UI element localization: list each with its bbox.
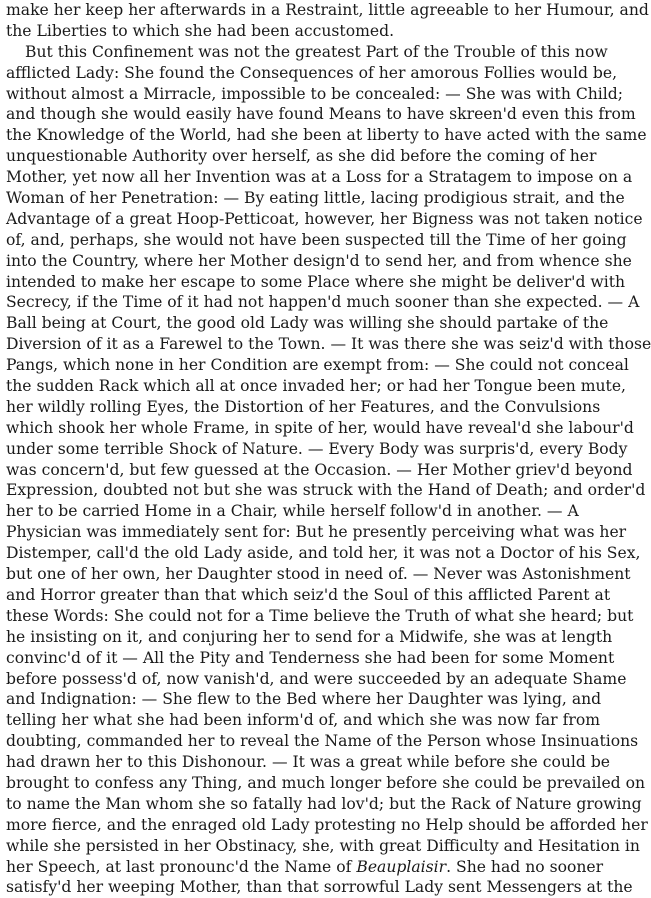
text-line: Pangs, which none in her Condition are exempt from: — She could not conceal [6, 356, 629, 375]
paragraph-1 [6, 0, 649, 42]
text-line: afflicted Lady: She found the Consequences of her amorous Follies would be, [6, 63, 618, 82]
text-line: unquestionable Authority over herself, as she did before the coming of her [6, 147, 597, 166]
text-line: which shook her whole Frame, in spite of her, would have reveal'd she labour'd [6, 418, 634, 437]
text-line: he insisting on it, and conjuring her to send for a Midwife, she was at length [6, 627, 613, 646]
paragraph-2 [6, 42, 651, 898]
text-line-with-name [6, 857, 604, 878]
text-line: convinc'd of it — All the Pity and Tenderness she had been for some Moment [6, 648, 615, 667]
text-line: satisfy'd her weeping Mother, than that sorrowful Lady sent Messengers at the [6, 878, 633, 897]
character-name: Beauplaisir [356, 857, 447, 876]
text-line: under some terrible Shock of Nature. — Every Body was surpris'd, every Body [6, 439, 628, 458]
text-line: the Liberties to which she had been accustomed. [6, 21, 395, 40]
text-line: had drawn her to this Dishonour. — It was a great while before she could be [6, 753, 611, 772]
document-page [6, 0, 651, 898]
text-line: of, and, perhaps, she would not have been suspected till the Time of her going [6, 230, 627, 249]
text-line: Advantage of a great Hoop-Petticoat, however, her Bigness was not taken notice [6, 209, 643, 228]
text-line: Woman of her Penetration: — By eating little, lacing prodigious strait, and the [6, 189, 625, 208]
text-line: these Words: She could not for a Time believe the Truth of what she heard; but [6, 606, 634, 625]
text-line: Secrecy, if the Time of it had not happen'd much sooner than she expected. — A [6, 293, 640, 312]
text-line: Ball being at Court, the good old Lady was willing she should partake of the [6, 314, 609, 333]
text-line: without almost a Mirracle, impossible to be concealed: — She was with Child; [6, 84, 624, 103]
text-line: telling her what she had been inform'd of, and which she was now far from [6, 711, 600, 730]
text-line: was concern'd, but few guessed at the Occasion. — Her Mother griev'd beyond [6, 460, 633, 479]
text-fragment: . She had no sooner [446, 857, 604, 876]
text-line: intended to make her escape to some Place where she might be deliver'd with [6, 272, 626, 291]
text-line: and Indignation: — She flew to the Bed where her Daughter was lying, and [6, 690, 602, 709]
text-line: Distemper, call'd the old Lady aside, and told her, it was not a Doctor of his Sex, [6, 544, 641, 563]
text-line: Physician was immediately sent for: But he presently perceiving what was her [6, 523, 627, 542]
text-line: into the Country, where her Mother design'd to send her, and from whence she [6, 251, 632, 270]
text-line: and Horror greater than that which seiz'd the Soul of this afflicted Parent at [6, 585, 611, 604]
text-line: her to be carried Home in a Chair, while herself follow'd in another. — A [6, 502, 579, 521]
text-line: make her keep her afterwards in a Restraint, little agreeable to her Humour, and [6, 1, 649, 19]
text-line: to name the Man whom she so fatally had lov'd; but the Rack of Nature growing [6, 794, 642, 813]
text-line: while she persisted in her Obstinacy, she, with great Difficulty and Hesitation in [6, 836, 640, 855]
text-line: before possess'd of, now vanish'd, and were succeeded by an adequate Shame [6, 669, 627, 688]
text-line: But this Confinement was not the greatest Part of the Trouble of this now [25, 42, 608, 61]
text-line: doubting, commanded her to reveal the Name of the Person whose Insinuations [6, 732, 639, 751]
text-line: the sudden Rack which all at once invaded her; or had her Tongue been mute, [6, 377, 627, 396]
text-line: brought to confess any Thing, and much longer before she could be prevailed on [6, 773, 646, 792]
text-fragment: her Speech, at last pronounc'd the Name of [6, 857, 357, 876]
text-line: Mother, yet now all her Invention was at a Loss for a Stratagem to impose on a [6, 168, 633, 187]
text-line: Expression, doubted not but she was struck with the Hand of Death; and order'd [6, 481, 646, 500]
text-line: but one of her own, her Daughter stood in need of. — Never was Astonishment [6, 565, 631, 584]
text-line: and though she would easily have found Means to have skreen'd even this from [6, 105, 636, 124]
text-line: Diversion of it as a Farewel to the Town. — It was there she was seiz'd with those [6, 335, 651, 354]
text-line: more fierce, and the enraged old Lady protesting no Help should be afforded her [6, 815, 648, 834]
text-line: her wildly rolling Eyes, the Distortion of her Features, and the Convulsions [6, 397, 601, 416]
text-line: the Knowledge of the World, had she been at liberty to have acted with the same [6, 126, 647, 145]
